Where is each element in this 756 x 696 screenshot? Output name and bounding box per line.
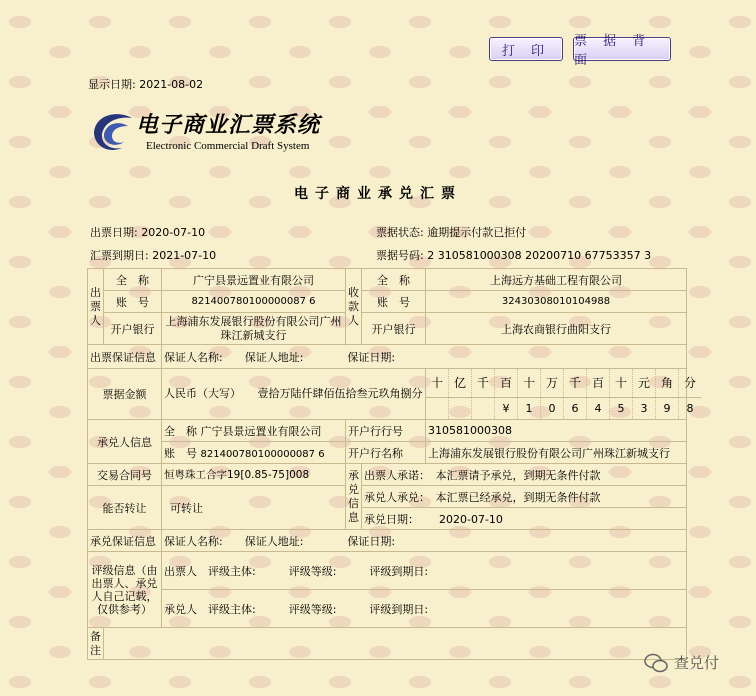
display-date: 显示日期: 2021-08-02 [88, 78, 204, 91]
rating-drawer-cell [162, 552, 687, 590]
amount-words: 人民币（大写） 壹拾万陆仟肆佰伍拾叁元玖角捌分 [162, 369, 426, 420]
amount-digit: 8 [679, 397, 702, 419]
acceptor-account-cell [162, 442, 346, 464]
page-title: 电子商业承兑汇票 [294, 186, 462, 202]
draft-number: 票据号码: 2 310581000308 20200710 67753357 3 [376, 249, 652, 262]
amount-label: 票据金额 [88, 369, 162, 420]
drawer-bank-label: 开户银行 [104, 313, 162, 345]
amount-unit: 分 [679, 369, 702, 397]
acceptor-name: 广宁县景远置业有限公司 [200, 424, 322, 438]
amount-digit: 6 [564, 397, 587, 419]
amount-unit: 十 [610, 369, 633, 397]
amount-digit [472, 397, 495, 419]
watermark-text: 查兑付 [674, 654, 720, 672]
draft-status: 票据状态: 逾期提示付款已拒付 [376, 226, 527, 239]
drawer-label: 出票人 [88, 269, 104, 345]
transfer-label: 能否转让 [88, 486, 162, 530]
rating-drawer-label: 出票人 [164, 564, 197, 578]
payee-account-label: 账 号 [362, 291, 426, 313]
acceptor-label: 承兑人信息 [88, 420, 162, 464]
acceptor-account: 821400780100000087 6 [200, 448, 325, 460]
drawer-account: 821400780100000087 6 [162, 291, 346, 313]
rating-drawer-text: 评级主体: 评级等级: 评级到期日: [208, 564, 429, 578]
wechat-icon [644, 653, 668, 673]
draft-table [87, 268, 696, 660]
acceptor-name-cell [162, 420, 346, 442]
drawer-name-label: 全 称 [104, 269, 162, 291]
amount-unit: 亿 [449, 369, 472, 397]
amount-unit: 百 [587, 369, 610, 397]
amount-digits [426, 369, 701, 419]
amount-digit: 9 [656, 397, 679, 419]
acceptance-label: 承兑信息 [346, 464, 362, 530]
amount-digit: 5 [610, 397, 633, 419]
rating-acceptor-text: 评级主体: 评级等级: 评级到期日: [208, 602, 429, 616]
logo-english-text: Electronic Commercial Draft System [146, 140, 310, 152]
rating-label: 评级信息（由出票人、承兑人自己记载，仅供参考） [88, 552, 162, 628]
drawer-bank: 上海浦东发展银行股份有限公司广州珠江新城支行 [162, 313, 346, 345]
payee-account: 32430308010104988 [426, 291, 687, 313]
issue-date: 出票日期: 2020-07-10 [90, 226, 206, 239]
acceptor-bank-no-label: 开户行行号 [346, 420, 426, 442]
amount-unit: 万 [541, 369, 564, 397]
watermark [644, 652, 719, 673]
acceptor-bank-no: 310581000308 [426, 420, 687, 442]
payee-bank-label: 开户银行 [362, 313, 426, 345]
remarks-value [104, 628, 687, 660]
amount-unit: 千 [564, 369, 587, 397]
print-button[interactable]: 打 印 [489, 37, 563, 61]
acceptor-bank-name: 上海浦东发展银行股份有限公司广州珠江新城支行 [426, 442, 687, 464]
acceptor-name-label: 全 称 [164, 424, 197, 438]
transfer-value: 可转让 [162, 486, 346, 530]
acceptor-promise: 承兑人承兑： 本汇票已经承兑，到期无条件付款 [362, 486, 687, 508]
payee-name: 上海远方基础工程有限公司 [426, 269, 687, 291]
payee-label: 收款人 [346, 269, 362, 345]
payee-bank: 上海农商银行曲阳支行 [426, 313, 687, 345]
amount-unit: 十 [430, 376, 443, 391]
payee-name-label: 全 称 [362, 269, 426, 291]
acceptor-guarantee-label: 承兑保证信息 [88, 530, 162, 552]
due-date: 汇票到期日: 2021-07-10 [90, 249, 217, 262]
amount-digit: 1 [518, 397, 541, 419]
amount-unit: 百 [495, 369, 518, 397]
acceptance-date: 承兑日期： 2020-07-10 [362, 508, 687, 530]
amount-digit: 3 [633, 397, 656, 419]
amount-digit: 0 [541, 397, 564, 419]
logo [88, 104, 328, 156]
amount-unit: 千 [472, 369, 495, 397]
rating-acceptor-label: 承兑人 [164, 602, 197, 616]
amount-unit: 角 [656, 369, 679, 397]
contract-number: 恒粤珠工合字19[0.85-75]008 [162, 464, 346, 486]
drawer-promise: 出票人承诺： 本汇票请予承兑，到期无条件付款 [362, 464, 687, 486]
acceptor-guarantee-text: 保证人名称: 保证人地址: 保证日期: [162, 530, 687, 552]
remarks-label: 备注 [88, 628, 104, 660]
drawer-guarantee-text: 保证人名称: 保证人地址: 保证日期: [162, 345, 687, 369]
drawer-name: 广宁县景远置业有限公司 [162, 269, 346, 291]
contract-label: 交易合同号 [88, 464, 162, 486]
acceptor-account-label: 账 号 [164, 446, 197, 460]
amount-digit [449, 397, 472, 419]
logo-chinese-text: 电子商业汇票系统 [136, 112, 321, 138]
rating-acceptor-cell [162, 590, 687, 628]
ecds-logo-icon [88, 104, 138, 154]
drawer-account-label: 账 号 [104, 291, 162, 313]
drawer-guarantee-label: 出票保证信息 [88, 345, 162, 369]
amount-digit: ¥ [495, 397, 518, 419]
amount-unit: 十 [518, 369, 541, 397]
amount-unit: 元 [633, 369, 656, 397]
amount-digit [426, 397, 449, 419]
draft-back-button[interactable]: 票 据 背 面 [573, 37, 671, 61]
amount-digit: 4 [587, 397, 610, 419]
acceptor-bank-name-label: 开户行名称 [346, 442, 426, 464]
